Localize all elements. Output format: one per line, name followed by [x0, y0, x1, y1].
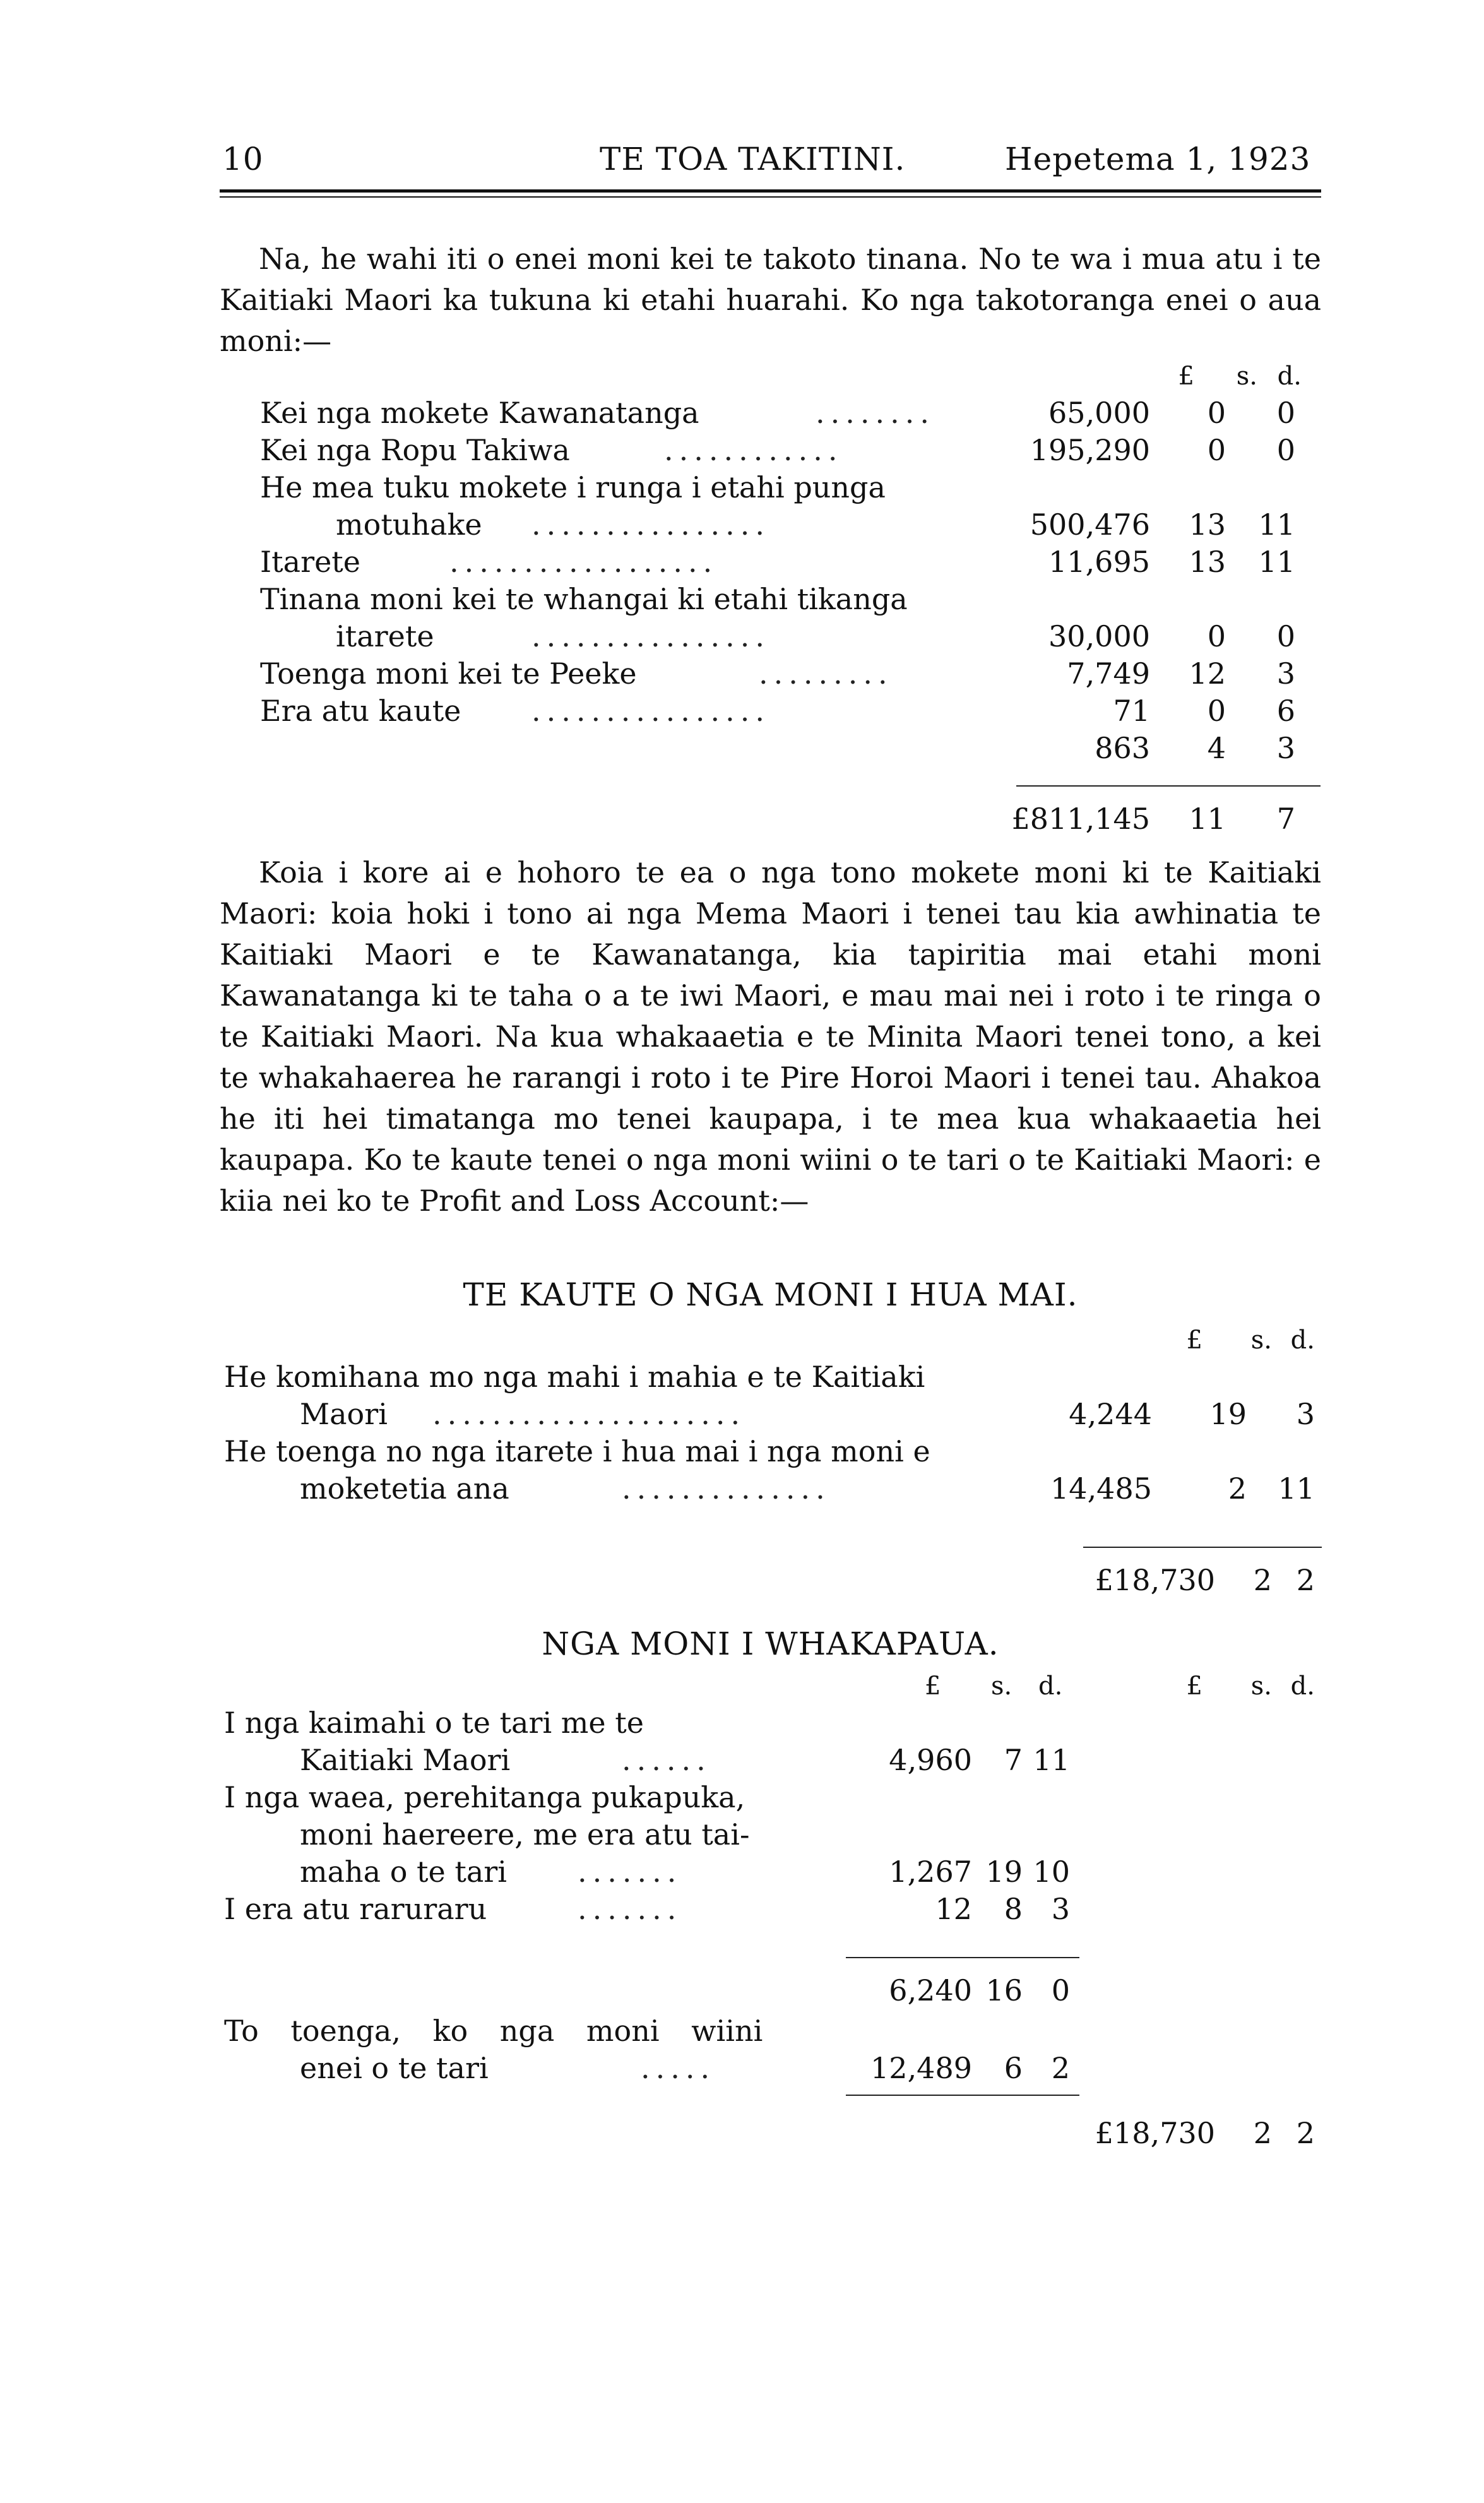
- income-total-rule: [1083, 1547, 1322, 1548]
- row-label: motuhake: [336, 508, 482, 542]
- leader-dots: ............: [664, 433, 843, 467]
- header-pounds: £: [1178, 362, 1194, 391]
- row-pounds: 7,749: [1067, 657, 1150, 691]
- row-label: I nga kaimahi o te tari me te: [224, 1706, 644, 1740]
- row-pence: 10: [1033, 1855, 1070, 1889]
- header-pounds: £: [1186, 1326, 1202, 1355]
- row-pounds: 12: [935, 1892, 972, 1926]
- row-shillings: 2: [1228, 1471, 1247, 1506]
- row-shillings: 13: [1189, 545, 1226, 579]
- intro-text: Na, he wahi iti o enei moni kei te takoto tinana. No te wa i mua atu i te Kaitiaki Maori ka tukuna ki etahi huarahi. Ko nga takotoranga enei o aua moni:—: [220, 242, 1321, 358]
- table-row: [260, 393, 1321, 432]
- leader-dots: ................: [531, 694, 770, 728]
- expenses-table: [224, 1667, 1322, 1944]
- table-row: [260, 691, 1321, 730]
- table-row: [224, 1394, 1322, 1434]
- balance-row-2: [224, 2048, 1322, 2088]
- table-row: [224, 1852, 1322, 1891]
- row-label: Kei nga mokete Kawanatanga: [260, 396, 699, 430]
- row-pounds: 71: [1113, 694, 1150, 728]
- table-row: [224, 1357, 1322, 1396]
- row-label: Toenga moni kei te Peeke: [260, 657, 637, 691]
- row-pounds: 195,290: [1030, 433, 1150, 467]
- header-shillings: s.: [991, 1672, 1012, 1701]
- table-row: [224, 1703, 1322, 1742]
- header-pence: d.: [1277, 362, 1302, 391]
- holdings-table: [260, 357, 1321, 811]
- row-label: enei o te tari: [300, 2051, 489, 2085]
- row-label: moni haereere, me era atu tai-: [300, 1817, 750, 1852]
- leader-dots: ........: [816, 396, 935, 430]
- leader-dots: ................: [531, 619, 770, 653]
- row-label: He komihana mo nga mahi i mahia e te Kaitiaki: [224, 1360, 925, 1394]
- holdings-header-row: [260, 357, 1321, 396]
- row-label: I era atu raruraru: [224, 1892, 487, 1926]
- balance-row-1: [224, 2011, 1322, 2050]
- row-label: moketetia ana: [300, 1471, 509, 1506]
- row-label: Tinana moni kei te whangai ki etahi tikanga: [260, 582, 908, 616]
- income-header-row: [224, 1321, 1322, 1360]
- total-pounds: £18,730: [1095, 1563, 1215, 1597]
- row-shillings: 19: [1209, 1397, 1247, 1431]
- row-pence: 11: [1258, 508, 1295, 542]
- income-total-row: [224, 1561, 1322, 1600]
- row-pence: 3: [1276, 657, 1295, 691]
- expenses-subtotal-row: [224, 1971, 1322, 2010]
- row-shillings: 0: [1207, 694, 1226, 728]
- row-pence: 6: [1276, 694, 1295, 728]
- row-label: Kaitiaki Maori: [300, 1743, 511, 1777]
- row-pence: 0: [1276, 619, 1295, 653]
- expenses-subtotal-rule: [846, 1957, 1079, 1958]
- row-pounds: 11,695: [1048, 545, 1150, 579]
- total-pence: 2: [1296, 1563, 1315, 1597]
- header-pounds-2: £: [1186, 1672, 1202, 1701]
- holdings-total-row: [260, 799, 1321, 838]
- row-label: He mea tuku mokete i runga i etahi punga: [260, 470, 886, 504]
- body-text: Koia i kore ai e hohoro te ea o nga tono mokete moni ki te Kaitiaki Maori: koia hoki i tono ai nga Mema Maori i tenei tau kia awhinatia te Kaitiaki Maori e te Kawanatanga, kia tapiritia mai etahi moni Kawanatanga ki te taha o a te iwi Maori, e mau mai nei i roto i te ringa o te Kaitiaki Maori. Na kua whakaaetia e te Minita Maori tenei tono, a kei te whakahaerea he rarangi i roto i te Pire Horoi Maori i tenei tau. Ahakoa he iti hei timatanga mo tenei kaupapa, i te mea kua whakaaetia hei kaupapa. Ko te kaute tenei o nga moni wiini o te tari o te Kaitiaki Maori: e kiia nei ko te Profit and Loss Account:—: [220, 855, 1321, 1218]
- row-pounds: 4,244: [1069, 1397, 1152, 1431]
- row-pounds: 863: [1095, 731, 1150, 765]
- row-shillings: 7: [1004, 1743, 1023, 1777]
- row-pence: 0: [1276, 396, 1295, 430]
- header-pence-2: d.: [1290, 1672, 1315, 1701]
- expenses-header-row: [224, 1667, 1322, 1706]
- leader-dots: .......: [578, 1892, 682, 1926]
- page-number: 10: [222, 141, 264, 177]
- leader-dots: ..............: [622, 1471, 831, 1506]
- total-pounds: £811,145: [1011, 802, 1150, 836]
- subtotal-shillings: 16: [985, 1973, 1023, 2007]
- leader-dots: .........: [759, 657, 893, 691]
- table-row: [260, 468, 1321, 507]
- total-pence: 7: [1276, 802, 1295, 836]
- row-pence: 3: [1296, 1397, 1315, 1431]
- row-shillings: 19: [985, 1855, 1023, 1889]
- header-rule-thin: [220, 196, 1321, 198]
- subtotal-pounds: 6,240: [889, 1973, 972, 2007]
- table-row: [224, 1740, 1322, 1780]
- expenses-total-row: [224, 2114, 1322, 2153]
- total-shillings: 2: [1253, 1563, 1272, 1597]
- table-row: [260, 728, 1321, 768]
- row-pence: 11: [1033, 1743, 1070, 1777]
- row-pounds: 30,000: [1048, 619, 1150, 653]
- expenses-balance-rule: [846, 2095, 1079, 2096]
- leader-dots: .....: [641, 2051, 716, 2085]
- table-row: [260, 431, 1321, 470]
- issue-date: Hepetema 1, 1923: [1005, 141, 1311, 177]
- expenses-title: NGA MONI I WHAKAPAUA.: [542, 1626, 999, 1662]
- row-shillings: 13: [1189, 508, 1226, 542]
- header-pence: d.: [1290, 1326, 1315, 1355]
- row-pounds: 65,000: [1048, 396, 1150, 430]
- total-pence: 2: [1296, 2116, 1315, 2150]
- row-pence: 3: [1276, 731, 1295, 765]
- row-pounds: 12,489: [870, 2051, 972, 2085]
- holdings-total-rule: [1016, 785, 1321, 787]
- leader-dots: ................: [531, 508, 770, 542]
- leader-dots: ......: [622, 1743, 711, 1777]
- row-pounds: 1,267: [889, 1855, 972, 1889]
- row-label: To toenga, ko nga moni wiini: [224, 2014, 763, 2048]
- row-pence: 11: [1258, 545, 1295, 579]
- header-pounds: £: [925, 1672, 941, 1701]
- table-row: [260, 617, 1321, 656]
- row-label: itarete: [336, 619, 434, 653]
- table-row: [260, 505, 1321, 544]
- row-pounds: 500,476: [1030, 508, 1150, 542]
- row-pounds: 14,485: [1050, 1471, 1152, 1506]
- total-pounds: £18,730: [1095, 2116, 1215, 2150]
- row-shillings: 4: [1207, 731, 1226, 765]
- subtotal-pence: 0: [1051, 1973, 1070, 2007]
- income-table: [224, 1321, 1322, 1523]
- intro-paragraph: [220, 239, 1321, 362]
- table-row: [224, 1432, 1322, 1471]
- leader-dots: .....................: [432, 1397, 746, 1431]
- row-shillings: 12: [1189, 657, 1226, 691]
- row-label: Itarete: [260, 545, 361, 579]
- table-row: [260, 542, 1321, 581]
- row-shillings: 0: [1207, 619, 1226, 653]
- leader-dots: ..................: [449, 545, 718, 579]
- leader-dots: .......: [578, 1855, 682, 1889]
- row-pence: 3: [1051, 1892, 1070, 1926]
- income-title: TE KAUTE O NGA MONI I HUA MAI.: [463, 1276, 1078, 1313]
- header-shillings: s.: [1250, 1326, 1272, 1355]
- body-paragraph: [220, 852, 1321, 1222]
- table-row: [260, 580, 1321, 619]
- row-pounds: 4,960: [889, 1743, 972, 1777]
- row-label: I nga waea, perehitanga pukapuka,: [224, 1780, 745, 1814]
- table-row: [224, 1889, 1322, 1929]
- row-shillings: 6: [1004, 2051, 1023, 2085]
- row-label: He toenga no nga itarete i hua mai i nga moni e: [224, 1434, 930, 1468]
- row-shillings: 8: [1004, 1892, 1023, 1926]
- table-row: [224, 1815, 1322, 1854]
- total-shillings: 11: [1189, 802, 1226, 836]
- row-label: maha o te tari: [300, 1855, 507, 1889]
- row-shillings: 0: [1207, 433, 1226, 467]
- header-rule-thick: [220, 189, 1321, 193]
- table-row: [260, 654, 1321, 693]
- total-shillings: 2: [1253, 2116, 1272, 2150]
- row-label: Kei nga Ropu Takiwa: [260, 433, 570, 467]
- row-shillings: 0: [1207, 396, 1226, 430]
- table-row: [224, 1778, 1322, 1817]
- row-pence: 11: [1278, 1471, 1315, 1506]
- journal-title: TE TOA TAKITINI.: [600, 141, 906, 177]
- table-row: [224, 1469, 1322, 1508]
- header-pence: d.: [1038, 1672, 1063, 1701]
- row-pence: 0: [1276, 433, 1295, 467]
- header-shillings-2: s.: [1250, 1672, 1272, 1701]
- row-label: Maori: [300, 1397, 388, 1431]
- header-shillings: s.: [1236, 362, 1257, 391]
- row-label: Era atu kaute: [260, 694, 461, 728]
- row-pence: 2: [1051, 2051, 1070, 2085]
